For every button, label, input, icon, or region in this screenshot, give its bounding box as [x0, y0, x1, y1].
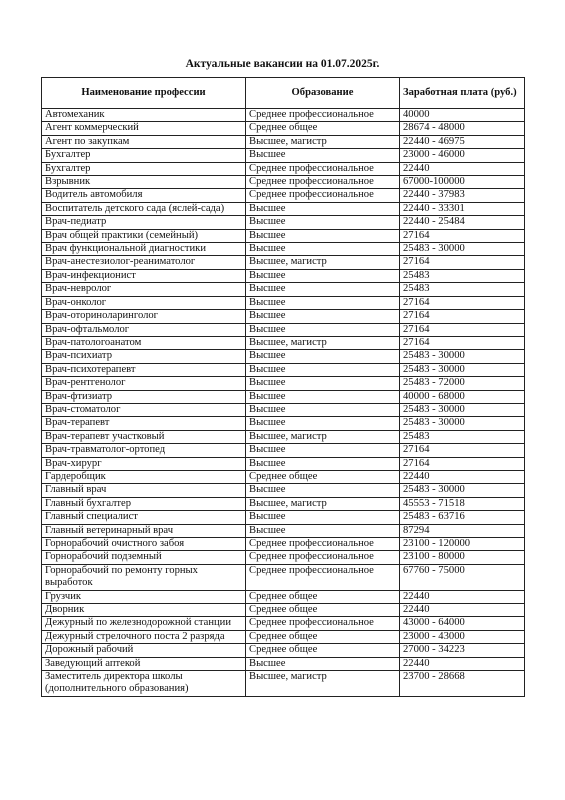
cell-profession: Врач-терапевт участковый [42, 430, 246, 443]
cell-education: Высшее [246, 269, 400, 282]
cell-salary: 22440 - 46975 [400, 135, 525, 148]
cell-education: Высшее [246, 243, 400, 256]
cell-profession: Главный специалист [42, 511, 246, 524]
table-row [42, 283, 525, 296]
cell-profession: Горнорабочий очистного забоя [42, 538, 246, 551]
cell-salary: 45553 - 71518 [400, 497, 525, 510]
table-row [42, 551, 525, 564]
cell-profession: Агент коммерческий [42, 122, 246, 135]
header-row [42, 78, 525, 109]
cell-education: Высшее, магистр [246, 497, 400, 510]
cell-profession: Дорожный рабочий [42, 644, 246, 657]
cell-salary: 27164 [400, 323, 525, 336]
table-row [42, 269, 525, 282]
cell-salary: 22440 - 33301 [400, 202, 525, 215]
table-row [42, 162, 525, 175]
table-row [42, 296, 525, 309]
cell-profession: Врач-инфекционист [42, 269, 246, 282]
cell-education: Высшее [246, 484, 400, 497]
cell-salary: 40000 [400, 109, 525, 122]
table-row [42, 350, 525, 363]
table-row [42, 524, 525, 537]
cell-education: Среднее профессиональное [246, 176, 400, 189]
cell-education: Высшее [246, 457, 400, 470]
cell-education: Высшее [246, 310, 400, 323]
cell-salary: 23100 - 80000 [400, 551, 525, 564]
table-row [42, 122, 525, 135]
cell-education: Среднее общее [246, 590, 400, 603]
cell-education: Среднее профессиональное [246, 564, 400, 590]
cell-salary: 22440 [400, 604, 525, 617]
cell-profession: Бухгалтер [42, 149, 246, 162]
cell-salary: 67760 - 75000 [400, 564, 525, 590]
cell-salary: 27164 [400, 444, 525, 457]
cell-salary: 40000 - 68000 [400, 390, 525, 403]
cell-education: Высшее [246, 283, 400, 296]
cell-education: Высшее, магистр [246, 671, 400, 697]
cell-salary: 27164 [400, 336, 525, 349]
cell-education: Среднее профессиональное [246, 109, 400, 122]
cell-education: Высшее [246, 149, 400, 162]
table-row [42, 176, 525, 189]
cell-education: Высшее [246, 390, 400, 403]
table-row [42, 417, 525, 430]
cell-salary: 23700 - 28668 [400, 671, 525, 697]
cell-education: Среднее профессиональное [246, 538, 400, 551]
cell-profession: Врач-фтизиатр [42, 390, 246, 403]
cell-profession: Врач-педиатр [42, 216, 246, 229]
table-row [42, 135, 525, 148]
column-header-profession: Наименование профессии [42, 78, 246, 109]
table-body [42, 109, 525, 697]
cell-education: Среднее профессиональное [246, 189, 400, 202]
table-row [42, 216, 525, 229]
cell-salary: 25483 [400, 283, 525, 296]
table-header [42, 78, 525, 109]
cell-salary: 22440 [400, 162, 525, 175]
cell-education: Высшее [246, 229, 400, 242]
cell-education: Высшее [246, 511, 400, 524]
cell-profession: Врач-анестезиолог-реаниматолог [42, 256, 246, 269]
cell-salary: 22440 [400, 470, 525, 483]
table-row [42, 403, 525, 416]
cell-profession: Врач-терапевт [42, 417, 246, 430]
table-row [42, 430, 525, 443]
cell-profession: Дежурный по железнодорожной станции [42, 617, 246, 630]
table-row [42, 256, 525, 269]
cell-salary: 22440 [400, 657, 525, 670]
cell-profession: Врач-невролог [42, 283, 246, 296]
cell-salary: 25483 - 30000 [400, 403, 525, 416]
cell-profession: Дворник [42, 604, 246, 617]
cell-profession: Грузчик [42, 590, 246, 603]
cell-education: Высшее, магистр [246, 336, 400, 349]
cell-profession: Врач общей практики (семейный) [42, 229, 246, 242]
cell-profession: Горнорабочий подземный [42, 551, 246, 564]
cell-salary: 25483 - 30000 [400, 363, 525, 376]
cell-salary: 25483 - 30000 [400, 484, 525, 497]
cell-salary: 27164 [400, 296, 525, 309]
cell-salary: 28674 - 48000 [400, 122, 525, 135]
cell-salary: 22440 - 25484 [400, 216, 525, 229]
cell-education: Среднее профессиональное [246, 551, 400, 564]
table-row [42, 604, 525, 617]
table-row [42, 363, 525, 376]
cell-profession: Врач-оториноларинголог [42, 310, 246, 323]
cell-education: Среднее общее [246, 604, 400, 617]
cell-profession: Врач-патологоанатом [42, 336, 246, 349]
table-row [42, 202, 525, 215]
table-row [42, 657, 525, 670]
cell-education: Высшее [246, 417, 400, 430]
cell-profession: Гардеробщик [42, 470, 246, 483]
cell-profession: Автомеханик [42, 109, 246, 122]
table-row [42, 243, 525, 256]
cell-salary: 67000-100000 [400, 176, 525, 189]
table-row [42, 484, 525, 497]
cell-profession: Водитель автомобиля [42, 189, 246, 202]
table-row [42, 538, 525, 551]
cell-salary: 25483 - 72000 [400, 377, 525, 390]
table-row [42, 671, 525, 697]
table-row [42, 189, 525, 202]
cell-salary: 23100 - 120000 [400, 538, 525, 551]
cell-salary: 25483 - 30000 [400, 350, 525, 363]
table-row [42, 390, 525, 403]
cell-education: Высшее [246, 350, 400, 363]
cell-education: Высшее, магистр [246, 256, 400, 269]
table-row [42, 511, 525, 524]
cell-education: Среднее профессиональное [246, 162, 400, 175]
cell-salary: 25483 - 63716 [400, 511, 525, 524]
table-row [42, 149, 525, 162]
page-title: Актуальные вакансии на 01.07.2025г. [185, 58, 380, 70]
table-row [42, 336, 525, 349]
cell-profession: Врач функциональной диагностики [42, 243, 246, 256]
column-header-education: Образование [246, 78, 400, 109]
table-row [42, 229, 525, 242]
cell-profession: Главный ветеринарный врач [42, 524, 246, 537]
cell-education: Высшее [246, 216, 400, 229]
table-row [42, 590, 525, 603]
cell-profession: Бухгалтер [42, 162, 246, 175]
vacancies-table [41, 77, 525, 697]
table-row [42, 109, 525, 122]
cell-salary: 25483 - 30000 [400, 243, 525, 256]
cell-profession: Взрывник [42, 176, 246, 189]
cell-salary: 27164 [400, 310, 525, 323]
cell-profession: Главный врач [42, 484, 246, 497]
cell-profession: Заведующий аптекой [42, 657, 246, 670]
cell-salary: 25483 [400, 269, 525, 282]
cell-salary: 22440 - 37983 [400, 189, 525, 202]
cell-salary: 27164 [400, 457, 525, 470]
table-row [42, 617, 525, 630]
cell-salary: 27164 [400, 229, 525, 242]
table-row [42, 377, 525, 390]
cell-profession: Дежурный стрелочного поста 2 разряда [42, 630, 246, 643]
cell-salary: 25483 [400, 430, 525, 443]
table-row [42, 444, 525, 457]
cell-profession: Агент по закупкам [42, 135, 246, 148]
cell-education: Среднее профессиональное [246, 617, 400, 630]
table-row [42, 323, 525, 336]
table-row [42, 630, 525, 643]
cell-education: Высшее, магистр [246, 430, 400, 443]
cell-salary: 22440 [400, 590, 525, 603]
cell-profession: Воспитатель детского сада (яслей-сада) [42, 202, 246, 215]
cell-education: Высшее [246, 296, 400, 309]
cell-profession: Врач-хирург [42, 457, 246, 470]
table-row [42, 310, 525, 323]
cell-salary: 25483 - 30000 [400, 417, 525, 430]
cell-salary: 43000 - 64000 [400, 617, 525, 630]
cell-education: Высшее [246, 524, 400, 537]
cell-profession: Врач-офтальмолог [42, 323, 246, 336]
table-row [42, 497, 525, 510]
table-row [42, 644, 525, 657]
cell-salary: 27000 - 34223 [400, 644, 525, 657]
cell-education: Среднее общее [246, 122, 400, 135]
column-header-salary: Заработная плата (руб.) [400, 78, 525, 109]
table-row [42, 457, 525, 470]
cell-profession: Врач-психотерапевт [42, 363, 246, 376]
cell-profession: Врач-психиатр [42, 350, 246, 363]
cell-salary: 27164 [400, 256, 525, 269]
cell-profession: Главный бухгалтер [42, 497, 246, 510]
cell-salary: 23000 - 46000 [400, 149, 525, 162]
cell-profession: Врач-онколог [42, 296, 246, 309]
cell-education: Высшее [246, 363, 400, 376]
cell-profession: Врач-травматолог-ортопед [42, 444, 246, 457]
cell-education: Высшее [246, 657, 400, 670]
cell-education: Высшее [246, 444, 400, 457]
cell-salary: 23000 - 43000 [400, 630, 525, 643]
cell-profession: Врач-стоматолог [42, 403, 246, 416]
cell-education: Высшее [246, 323, 400, 336]
cell-education: Среднее общее [246, 630, 400, 643]
cell-education: Высшее, магистр [246, 135, 400, 148]
cell-education: Среднее общее [246, 470, 400, 483]
cell-education: Высшее [246, 377, 400, 390]
cell-profession: Горнорабочий по ремонту горных выработок [42, 564, 246, 590]
table-row [42, 564, 525, 590]
cell-salary: 87294 [400, 524, 525, 537]
cell-education: Высшее [246, 403, 400, 416]
cell-profession: Заместитель директора школы (дополнительного образования) [42, 671, 246, 697]
cell-education: Среднее общее [246, 644, 400, 657]
cell-profession: Врач-рентгенолог [42, 377, 246, 390]
table-row [42, 470, 525, 483]
cell-education: Высшее [246, 202, 400, 215]
